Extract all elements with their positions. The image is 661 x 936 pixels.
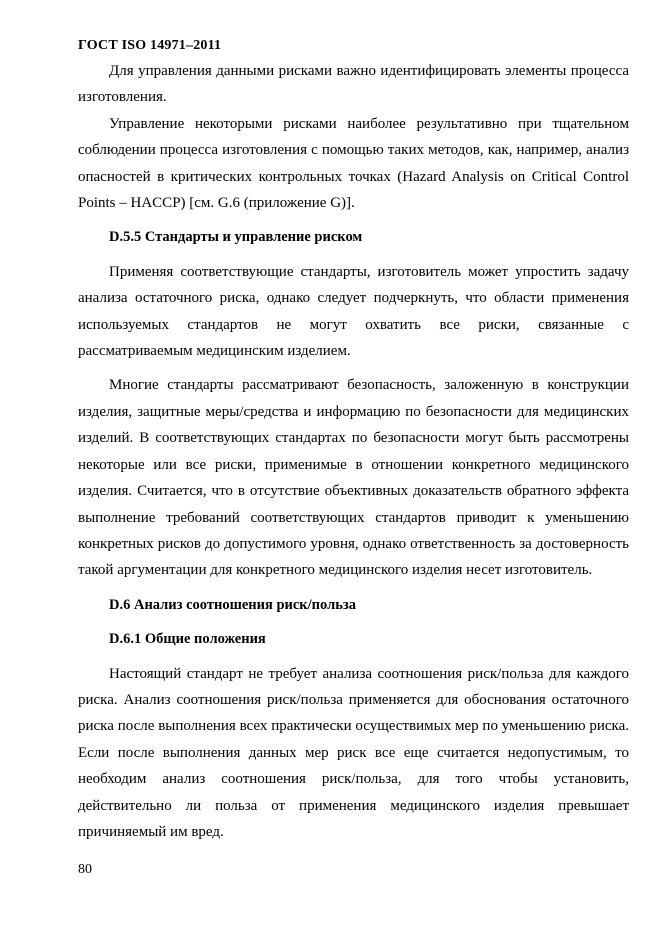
page-number: 80 xyxy=(78,862,92,877)
paragraph-2: Управление некоторыми рисками наиболее результативно при тщательном соблюдении процесса изготовления с помощью таких методов, как, например, анализ опасностей в критических контрольных точках (Hazard Analysis on Critical Control Points – HACCP) [см. G.6 (приложение G)]. xyxy=(78,115,629,212)
section-heading-d55: D.5.5 Стандарты и управление риском xyxy=(109,229,363,246)
document-header-code: ГОСТ ISO 14971–2011 xyxy=(78,38,222,53)
document-body xyxy=(78,58,629,845)
paragraph-1: Для управления данными рисками важно идентифицировать элементы процесса изготовления. xyxy=(78,63,629,106)
paragraph-3: Применяя соответствующие стандарты, изготовитель может упростить задачу анализа остаточного риска, однако следует подчеркнуть, что области применения используемых стандартов не могут охватить все риски, связанные с рассматриваемым медицинским изделием. xyxy=(78,263,629,360)
section-heading-d6: D.6 Анализ соотношения риск/польза xyxy=(109,596,356,613)
section-heading-d61: D.6.1 Общие положения xyxy=(109,631,266,648)
paragraph-4: Многие стандарты рассматривают безопасность, заложенную в конструкции изделия, защитные меры/средства и информацию по безопасности для медицинских изделий. В соответствующих стандартах по безопасности могут быть рассмотрены некоторые или все риски, применимые в отношении конкретного медицинского изделия. Считается, что в отсутствие объективных доказательств обратного эффекта выполнение требований соответствующих стандартов приводит к уменьшению конкретных рисков до допустимого уровня, однако ответственность за достоверность такой аргументации для конкретного медицинского изделия несет изготовитель. xyxy=(78,377,629,579)
paragraph-5: Настоящий стандарт не требует анализа соотношения риск/польза для каждого риска. Анализ соотношения риск/польза применяется для обоснования остаточного риска после выполнения всех практически осуществимых мер по уменьшению риска. Если после выполнения данных мер риск все еще считается недопустимым, то необходим анализ соотношения риск/польза, для того чтобы установить, действительно ли польза от применения медицинского изделия превышает причиняемый им вред. xyxy=(78,665,629,840)
